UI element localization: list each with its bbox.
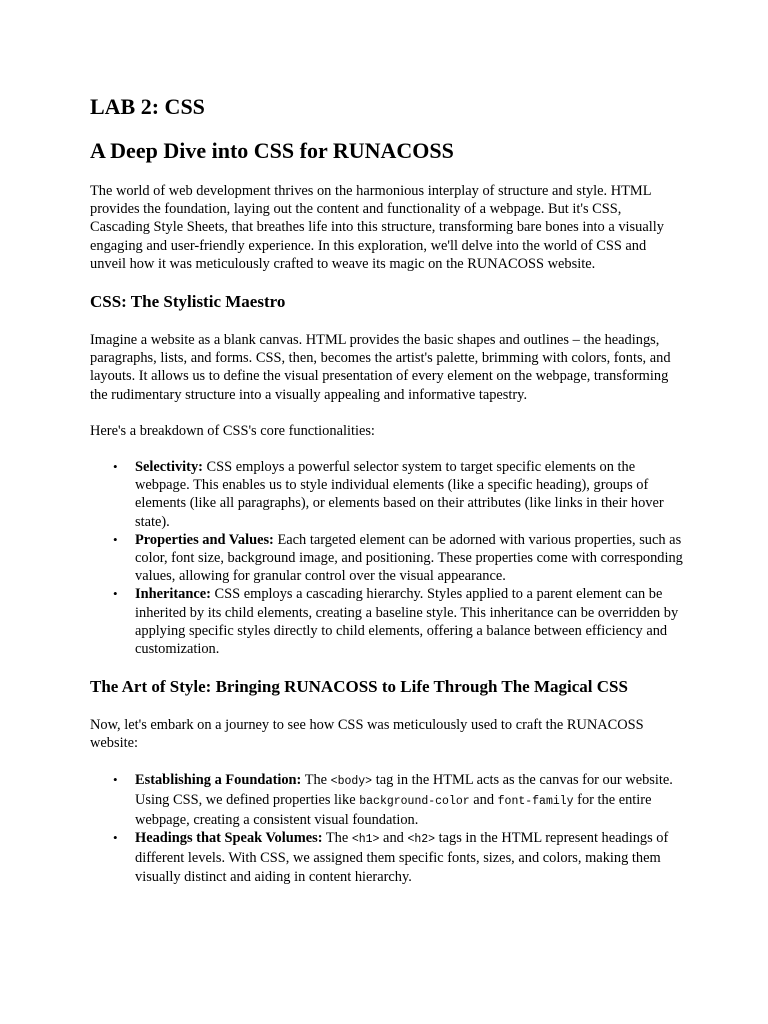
list-item-inheritance bbox=[113, 585, 684, 658]
canvas-paragraph: Imagine a website as a blank canvas. HTML provides the basic shapes and outlines – the headings, paragraphs, lists, and forms. CSS, then, becomes the artist's palette, brimming with colors, fonts, and layouts. It allows us to define the visual presentation of every element on the webpage, transforming the rudimentary structure into a visually appealing and informative tapestry. bbox=[90, 332, 671, 403]
list-item-term: Establishing a Foundation: bbox=[135, 771, 302, 788]
core-functionalities-list bbox=[90, 458, 684, 658]
list-item-term: Inheritance: bbox=[135, 586, 211, 603]
list-item-term: Headings that Speak Volumes: bbox=[135, 830, 323, 847]
list-item-text: The bbox=[322, 830, 352, 847]
code-h2-tag: <h2> bbox=[407, 833, 436, 847]
bullet-icon: • bbox=[113, 830, 118, 846]
code-font-family: font-family bbox=[497, 794, 574, 808]
list-item-text: CSS employs a cascading hierarchy. Styles applied to a parent element can be inherited by its child elements, creating a baseline style. This inheritance can be overridden by applying specific styles directly to child elements, offering a balance between efficiency and customization. bbox=[135, 586, 679, 658]
journey-paragraph: Now, let's embark on a journey to see how CSS was meticulously used to craft the RUNACOSS website: bbox=[90, 717, 644, 752]
code-background-color: background-color bbox=[359, 794, 470, 808]
bullet-icon: • bbox=[113, 586, 118, 602]
list-item-term: Selectivity: bbox=[135, 459, 203, 476]
bullet-icon: • bbox=[113, 531, 118, 547]
section-heading-art-of-style: The Art of Style: Bringing RUNACOSS to Life Through The Magical CSS bbox=[90, 677, 628, 697]
list-item-text: Each targeted element can be adorned with various properties, such as color, font size, background image, and positioning. These properties come with corresponding values, allowing for granular control over the visual appearance. bbox=[135, 531, 683, 585]
list-item-text: tags in the HTML represent headings of different levels. With CSS, we assigned them specific fonts, sizes, and colors, making them visually distinct and aiding in content hierarchy. bbox=[135, 830, 669, 885]
breakdown-intro-paragraph: Here's a breakdown of CSS's core functionalities: bbox=[90, 422, 375, 439]
bullet-icon: • bbox=[113, 459, 118, 475]
list-item-text: and bbox=[379, 830, 408, 847]
bullet-icon: • bbox=[113, 771, 118, 787]
runacoss-css-list bbox=[90, 771, 684, 886]
list-item-foundation bbox=[113, 771, 684, 830]
code-body-tag: <body> bbox=[330, 774, 373, 788]
list-item-term: Properties and Values: bbox=[135, 531, 274, 548]
lab-title: LAB 2: CSS bbox=[90, 94, 205, 119]
list-item-text: tag in the HTML acts as the canvas for our website. Using CSS, we defined properties like bbox=[135, 771, 673, 808]
section-heading-stylistic-maestro: CSS: The Stylistic Maestro bbox=[90, 292, 286, 312]
intro-paragraph: The world of web development thrives on the harmonious interplay of structure and style. HTML provides the foundation, laying out the content and functionality of a webpage. But it's CSS, Cascading Style Sheets, that breathes life into this structure, transforming bare bones into a visually engaging and user-friendly experience. In this exploration, we'll delve into the world of CSS and unveil how it was meticulously crafted to weave its magic on the RUNACOSS website. bbox=[90, 183, 664, 272]
list-item-selectivity bbox=[113, 458, 684, 531]
list-item-text: and bbox=[469, 791, 498, 808]
list-item-properties-values bbox=[113, 531, 684, 586]
code-h1-tag: <h1> bbox=[351, 833, 380, 847]
document-title: A Deep Dive into CSS for RUNACOSS bbox=[90, 138, 454, 163]
list-item-text: for the entire webpage, creating a consistent visual foundation. bbox=[135, 791, 652, 829]
list-item-headings bbox=[113, 829, 684, 886]
list-item-text: CSS employs a powerful selector system to target specific elements on the webpage. This enables us to style individual elements (like a specific heading), groups of elements (like all paragraphs), or elements based on their attributes (like links in their hover state). bbox=[135, 459, 664, 530]
list-item-text: The bbox=[301, 771, 331, 788]
